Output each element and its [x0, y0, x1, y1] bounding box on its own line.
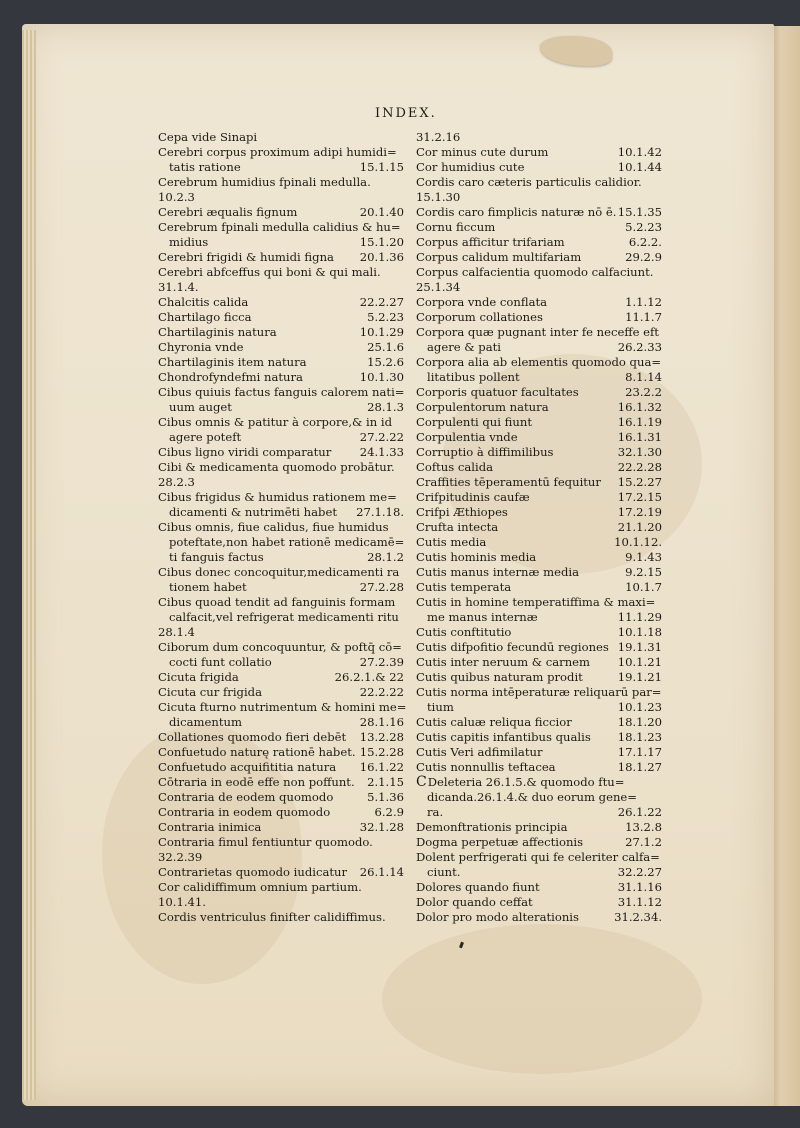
entry-text: uum auget — [169, 400, 232, 414]
entry-text: 25.1.34 — [416, 280, 461, 294]
entry-text: Cerebrum humidius fpinali medulla. — [158, 175, 371, 189]
index-entry — [416, 415, 662, 430]
entry-text: Dolores quando fiunt — [416, 880, 540, 894]
entry-reference: 6.2.2. — [628, 235, 662, 249]
entry-text: Chartilaginis natura — [158, 325, 277, 339]
index-entry — [416, 535, 662, 550]
entry-text: Craffities tēperamentū fequitur — [416, 475, 601, 489]
index-entry — [416, 910, 662, 925]
index-entry — [416, 430, 662, 445]
index-entry — [416, 490, 662, 505]
index-entry — [158, 460, 404, 475]
index-entry — [158, 385, 404, 400]
index-entry — [158, 280, 404, 295]
entry-text: Cōtraria in eodē effe non poffunt. — [158, 775, 355, 789]
entry-text: Cerebri corpus proximum adipi humidi= — [158, 145, 397, 159]
entry-text: me manus internæ — [427, 610, 538, 624]
index-entry — [158, 325, 404, 340]
entry-reference: 17.2.15 — [617, 490, 662, 504]
entry-text: Cerebri abfceffus qui boni & qui mali. — [158, 265, 381, 279]
index-entry — [158, 310, 404, 325]
entry-reference: 26.1.14 — [359, 865, 404, 879]
entry-reference: 22.2.27 — [359, 295, 404, 309]
entry-text: Cutis in homine temperatiffima & maxi= — [416, 595, 656, 609]
entry-text: Cutis norma intēperaturæ reliquarū par= — [416, 685, 662, 699]
index-entry — [416, 895, 662, 910]
entry-reference: 19.1.31 — [617, 640, 662, 654]
index-column-right — [416, 130, 662, 925]
entry-reference: 18.1.27 — [617, 760, 662, 774]
entry-text: Cibus omnis, fiue calidus, fiue humidus — [158, 520, 389, 534]
entry-text: Cicuta cur frigida — [158, 685, 262, 699]
index-entry — [158, 430, 404, 445]
entry-reference: 31.1.16 — [617, 880, 662, 894]
entry-text: Crifpi Æthiopes — [416, 505, 508, 519]
entry-text: 15.1.30 — [416, 190, 461, 204]
entry-text: Cibus donec concoquitur,medicamenti ra — [158, 565, 400, 579]
index-entry — [416, 715, 662, 730]
entry-text: Cibus quiuis factus fanguis calorem nati= — [158, 385, 405, 399]
index-entry — [158, 850, 404, 865]
entry-text: Cutis capitis infantibus qualis — [416, 730, 591, 744]
entry-text: 31.1.4. — [158, 280, 199, 294]
entry-reference: 10.1.18 — [617, 625, 662, 639]
entry-reference: 10.1.23 — [617, 700, 662, 714]
index-entry — [416, 805, 662, 820]
entry-text: ciunt. — [427, 865, 461, 879]
entry-text: Cor minus cute durum — [416, 145, 549, 159]
entry-text: Cutis hominis media — [416, 550, 537, 564]
entry-text: Cepa vide Sinapi — [158, 130, 258, 144]
index-entry — [158, 670, 404, 685]
index-entry — [416, 310, 662, 325]
index-entry — [416, 625, 662, 640]
index-entry — [158, 475, 404, 490]
index-entry — [158, 175, 404, 190]
entry-text: Chartilago ficca — [158, 310, 252, 324]
index-entry — [158, 250, 404, 265]
entry-text: Cor humidius cute — [416, 160, 525, 174]
entry-reference: 10.1.12. — [614, 535, 662, 549]
index-entry — [158, 415, 404, 430]
entry-reference: 31.2.34. — [614, 910, 662, 924]
entry-reference: 13.2.28 — [359, 730, 404, 744]
entry-reference: 2.1.15 — [367, 775, 404, 789]
entry-text: Chondrofyndefmi natura — [158, 370, 303, 384]
entry-reference: 10.1.7 — [625, 580, 662, 594]
entry-reference: 15.2.27 — [617, 475, 662, 489]
entry-text: Cutis nonnullis teftacea — [416, 760, 556, 774]
entry-text: Contraria de eodem quomodo — [158, 790, 334, 804]
index-entry — [416, 340, 662, 355]
index-entry — [158, 910, 404, 925]
entry-reference: 18.1.23 — [617, 730, 662, 744]
entry-reference: 11.1.29 — [617, 610, 662, 624]
entry-text: Corpus calidum multifariam — [416, 250, 582, 264]
index-entry — [416, 865, 662, 880]
entry-reference: 32.1.28 — [359, 820, 404, 834]
index-entry — [158, 700, 407, 715]
entry-reference: 31.1.12 — [617, 895, 662, 909]
entry-text: dicamenti & nutrimēti habet — [169, 505, 337, 519]
index-entry — [158, 580, 404, 595]
index-entry — [416, 250, 662, 265]
index-entry — [416, 295, 662, 310]
entry-text: midius — [169, 235, 209, 249]
entry-reference: 17.1.17 — [617, 745, 662, 759]
entry-text: 31.2.16 — [416, 130, 461, 144]
index-entry — [158, 190, 404, 205]
entry-text: Corpora alia ab elementis quomodo qua= — [416, 355, 662, 369]
entry-text: Dolent perfrigerati qui fe celeriter calfa= — [416, 850, 660, 864]
entry-text: Chartilaginis item natura — [158, 355, 307, 369]
entry-text: Contrarietas quomodo iudicatur — [158, 865, 348, 879]
entry-reference: 5.2.23 — [625, 220, 662, 234]
entry-reference: 10.1.29 — [359, 325, 404, 339]
index-entry — [416, 325, 662, 340]
entry-text: poteftate,non habet rationē medicamē= — [169, 535, 405, 549]
entry-reference: 20.1.36 — [359, 250, 404, 264]
entry-text: Confuetudo acquifititia natura — [158, 760, 337, 774]
index-entry — [416, 130, 662, 145]
index-entry — [158, 655, 404, 670]
entry-text: dicamentum — [169, 715, 242, 729]
index-entry — [416, 220, 662, 235]
entry-text: Corpus afficitur trifariam — [416, 235, 565, 249]
index-entry — [416, 610, 662, 625]
gutter-page-edges — [22, 30, 36, 1100]
entry-reference: 27.1.2 — [625, 835, 662, 849]
entry-reference: 16.1.31 — [617, 430, 662, 444]
pilcrow-mark: C — [416, 774, 427, 790]
entry-reference: 24.1.33 — [359, 445, 404, 459]
entry-reference: 18.1.20 — [617, 715, 662, 729]
entry-reference: 10.1.44 — [617, 160, 662, 174]
index-entry — [158, 400, 404, 415]
index-entry — [158, 295, 404, 310]
entry-text: Corpora vnde conflata — [416, 295, 548, 309]
entry-reference: 25.1.6 — [367, 340, 404, 354]
index-entry — [416, 265, 662, 280]
index-entry — [416, 835, 662, 850]
index-entry — [158, 865, 404, 880]
index-entry — [416, 475, 662, 490]
entry-text: 10.2.3 — [158, 190, 195, 204]
entry-text: Cutis manus internæ media — [416, 565, 579, 579]
index-entry — [416, 550, 662, 565]
entry-text: dicanda.26.1.4.& duo eorum gene= — [427, 790, 637, 804]
entry-text: Cibus omnis & patitur à corpore,& in id — [158, 415, 393, 429]
index-entry — [158, 145, 404, 160]
index-entry — [416, 745, 662, 760]
entry-text: Dolor quando ceffat — [416, 895, 533, 909]
entry-reference: 28.1.2 — [367, 550, 404, 564]
entry-reference: 16.1.19 — [617, 415, 662, 429]
entry-text: Crifpitudinis caufæ — [416, 490, 530, 504]
index-entry — [158, 550, 404, 565]
entry-reference: 22.2.22 — [359, 685, 404, 699]
index-entry — [416, 565, 662, 580]
index-entry — [158, 775, 404, 790]
index-entry — [158, 355, 404, 370]
entry-reference: 27.2.39 — [359, 655, 404, 669]
entry-text: Corpus calfacientia quomodo calfaciunt. — [416, 265, 654, 279]
index-entry — [416, 580, 662, 595]
index-entry — [158, 220, 404, 235]
entry-reference: 15.1.15 — [359, 160, 404, 174]
index-entry — [416, 775, 662, 790]
entry-text: Corporis quatuor facultates — [416, 385, 579, 399]
entry-text: 10.1.41. — [158, 895, 206, 909]
entry-reference: 6.2.9 — [374, 805, 404, 819]
index-entry — [158, 340, 404, 355]
entry-reference: 15.1.20 — [359, 235, 404, 249]
index-entry — [416, 505, 662, 520]
index-entry — [416, 385, 662, 400]
entry-text: Cordis caro cæteris particulis calidior. — [416, 175, 642, 189]
entry-reference: 11.1.7 — [625, 310, 662, 324]
index-entry — [158, 565, 404, 580]
index-entry — [416, 280, 662, 295]
entry-reference: 32.2.27 — [617, 865, 662, 879]
index-column-left — [158, 130, 407, 925]
entry-reference: 27.2.28 — [359, 580, 404, 594]
index-entry — [158, 745, 404, 760]
index-entry — [158, 760, 404, 775]
entry-text: Contraria inimica — [158, 820, 262, 834]
entry-reference: 32.1.30 — [617, 445, 662, 459]
entry-reference: 26.2.33 — [617, 340, 662, 354]
entry-text: Cibus frigidus & humidus rationem me= — [158, 490, 397, 504]
entry-reference: 1.1.12 — [625, 295, 662, 309]
entry-reference: 22.2.28 — [617, 460, 662, 474]
entry-reference: 16.1.32 — [617, 400, 662, 414]
entry-text: calfacit,vel refrigerat medicamenti ritu — [169, 610, 399, 624]
entry-reference: 10.1.21 — [617, 655, 662, 669]
entry-text: Corpora quæ pugnant inter fe neceffe eft — [416, 325, 659, 339]
entry-text: 28.2.3 — [158, 475, 195, 489]
entry-text: Chyronia vnde — [158, 340, 244, 354]
entry-text: litatibus pollent — [427, 370, 520, 384]
index-entry — [416, 670, 662, 685]
index-entry — [416, 700, 662, 715]
index-entry — [416, 595, 662, 610]
index-entry — [158, 235, 404, 250]
entry-reference: 27.1.18. — [356, 505, 404, 519]
entry-reference: 5.2.23 — [367, 310, 404, 324]
index-entry — [158, 160, 404, 175]
entry-text: Cordis caro fimplicis naturæ nō ē. — [416, 205, 617, 219]
index-entry — [416, 355, 662, 370]
index-entry — [158, 805, 404, 820]
index-entry — [158, 895, 404, 910]
entry-text: Corruptio à diffimilibus — [416, 445, 554, 459]
entry-reference: 10.1.30 — [359, 370, 404, 384]
entry-text: Corpulentorum natura — [416, 400, 549, 414]
index-entry — [158, 835, 404, 850]
index-entry — [158, 370, 404, 385]
index-entry — [416, 235, 662, 250]
entry-text: Corporum collationes — [416, 310, 543, 324]
index-entry — [416, 445, 662, 460]
entry-reference: 27.2.22 — [359, 430, 404, 444]
entry-text: Coftus calida — [416, 460, 494, 474]
entry-text: Cutis Veri adfimilatur — [416, 745, 543, 759]
entry-text: Dolor pro modo alterationis — [416, 910, 579, 924]
entry-reference: 28.1.3 — [367, 400, 404, 414]
entry-text: Cutis media — [416, 535, 487, 549]
index-entry — [416, 520, 662, 535]
index-entry — [158, 715, 404, 730]
entry-reference: 26.1.22 — [617, 805, 662, 819]
entry-text: ra. — [427, 805, 444, 819]
entry-reference: 5.1.36 — [367, 790, 404, 804]
index-entry — [158, 880, 404, 895]
entry-reference: 16.1.22 — [359, 760, 404, 774]
entry-text: Cerebri frigidi & humidi figna — [158, 250, 334, 264]
index-entry — [416, 205, 662, 220]
index-entry — [416, 160, 662, 175]
index-entry — [416, 460, 662, 475]
index-entry — [158, 640, 404, 655]
index-entry — [416, 370, 662, 385]
entry-reference: 8.1.14 — [625, 370, 662, 384]
entry-reference: 15.2.6 — [367, 355, 404, 369]
index-entry — [416, 730, 662, 745]
entry-text: Cordis ventriculus finifter calidiffimus. — [158, 910, 386, 924]
entry-text: Confuetudo naturę rationē habet. — [158, 745, 356, 759]
index-entry — [158, 265, 404, 280]
index-entry — [416, 655, 662, 670]
entry-reference: 17.2.19 — [617, 505, 662, 519]
index-entry — [158, 130, 404, 145]
entry-text: 28.1.4 — [158, 625, 195, 639]
index-entry — [158, 505, 404, 520]
entry-reference: 13.2.8 — [625, 820, 662, 834]
index-entry — [158, 595, 404, 610]
index-entry — [416, 190, 662, 205]
entry-text: Chalcitis calida — [158, 295, 249, 309]
index-entry — [416, 760, 662, 775]
index-entry — [416, 175, 662, 190]
entry-text: ti fanguis factus — [169, 550, 264, 564]
index-entry — [158, 625, 404, 640]
index-entry — [416, 850, 662, 865]
index-entry — [416, 145, 662, 160]
entry-text: Deleteria 26.1.5.& quomodo ftu= — [427, 775, 625, 789]
entry-text: Cerebrum fpinali medulla calidius & hu= — [158, 220, 401, 234]
page-title: INDEX. — [375, 106, 437, 121]
index-entry — [416, 685, 662, 700]
entry-text: Cibus ligno viridi comparatur — [158, 445, 332, 459]
entry-reference: 26.2.1.& 22 — [334, 670, 404, 684]
entry-text: agere & pati — [427, 340, 501, 354]
index-entry — [416, 790, 662, 805]
index-entry — [158, 535, 404, 550]
entry-text: Demonftrationis principia — [416, 820, 568, 834]
entry-text: agere poteft — [169, 430, 242, 444]
index-entry — [158, 205, 404, 220]
entry-text: Cutis quibus naturam prodit — [416, 670, 583, 684]
entry-reference: 9.1.43 — [625, 550, 662, 564]
entry-text: Cibi & medicamenta quomodo probātur. — [158, 460, 395, 474]
index-entry — [158, 445, 404, 460]
entry-text: Corpulentia vnde — [416, 430, 518, 444]
entry-text: Cutis caluæ reliqua ficcior — [416, 715, 572, 729]
entry-text: Cutis temperata — [416, 580, 512, 594]
entry-text: Cor calidiffimum omnium partium. — [158, 880, 362, 894]
entry-text: Dogma perpetuæ affectionis — [416, 835, 584, 849]
entry-reference: 23.2.2 — [625, 385, 662, 399]
entry-text: tatis ratione — [169, 160, 241, 174]
entry-text: Crufta intecta — [416, 520, 499, 534]
index-entry — [158, 685, 404, 700]
entry-text: Ciborum dum concoquuntur, & poftq̄ cō= — [158, 640, 402, 654]
entry-reference: 29.2.9 — [625, 250, 662, 264]
entry-text: Cibus quoad tendit ad fanguinis formam — [158, 595, 396, 609]
index-entry — [416, 820, 662, 835]
entry-text: 32.2.39 — [158, 850, 203, 864]
index-entry — [158, 490, 404, 505]
entry-text: Contraria in eodem quomodo — [158, 805, 331, 819]
entry-text: Cutis difpofitio fecundū regiones — [416, 640, 609, 654]
entry-text: Collationes quomodo fieri debēt — [158, 730, 347, 744]
entry-text: Corpulenti qui fiunt — [416, 415, 532, 429]
entry-text: Cerebri æqualis fignum — [158, 205, 298, 219]
entry-text: Cicuta frigida — [158, 670, 239, 684]
entry-text: tium — [427, 700, 454, 714]
entry-reference: 21.1.20 — [617, 520, 662, 534]
index-entry — [158, 520, 404, 535]
entry-text: Contraria fimul fentiuntur quomodo. — [158, 835, 373, 849]
entry-reference: 15.2.28 — [359, 745, 404, 759]
index-entry — [416, 400, 662, 415]
entry-text: Cutis inter neruum & carnem — [416, 655, 591, 669]
entry-reference: 19.1.21 — [617, 670, 662, 684]
entry-text: Cicuta fturno nutrimentum & homini me= — [158, 700, 407, 714]
index-entry — [158, 730, 404, 745]
entry-reference: 28.1.16 — [359, 715, 404, 729]
entry-reference: 15.1.35 — [617, 205, 662, 219]
index-entry — [158, 820, 404, 835]
entry-text: Cornu ficcum — [416, 220, 496, 234]
entry-reference: 10.1.42 — [617, 145, 662, 159]
index-entry — [158, 790, 404, 805]
entry-text: cocti funt collatio — [169, 655, 272, 669]
entry-text: Cutis conftitutio — [416, 625, 512, 639]
index-entry — [416, 880, 662, 895]
entry-reference: 20.1.40 — [359, 205, 404, 219]
index-entry — [158, 610, 404, 625]
entry-reference: 9.2.15 — [625, 565, 662, 579]
entry-text: tionem habet — [169, 580, 247, 594]
index-entry — [416, 640, 662, 655]
